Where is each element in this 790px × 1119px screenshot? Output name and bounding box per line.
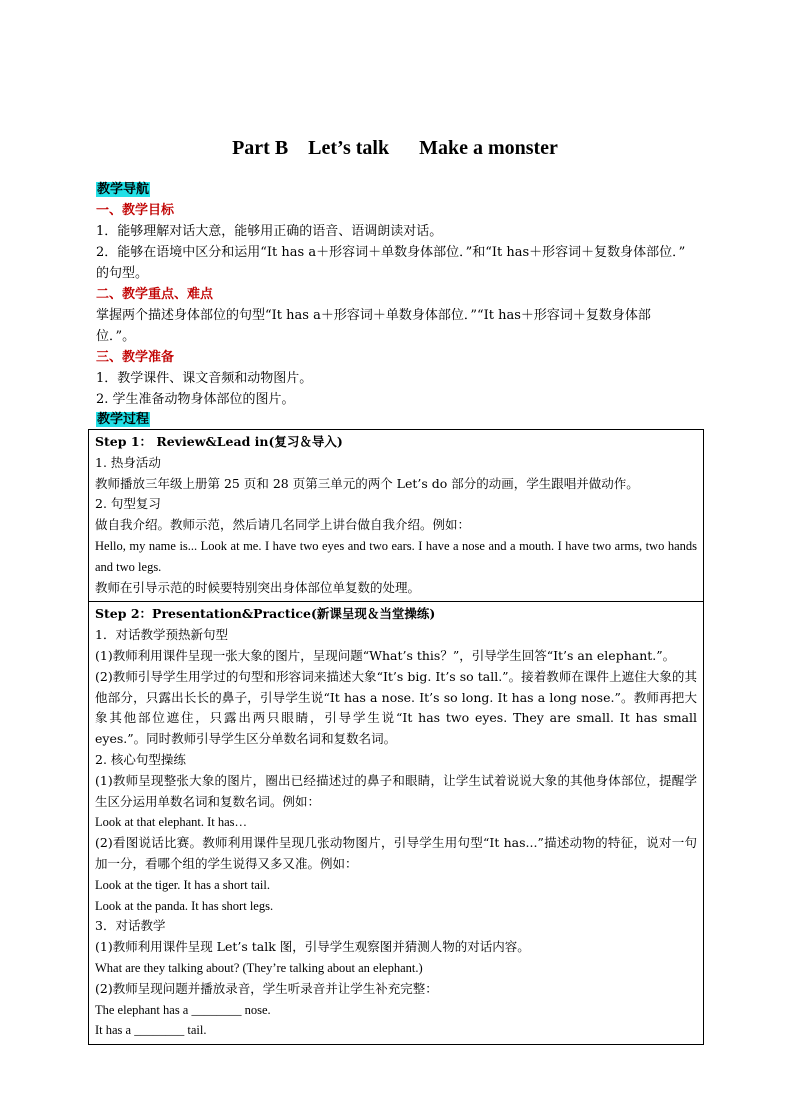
- goals-heading: 一、教学目标: [96, 203, 175, 218]
- goal-2-line-b: 的句型。: [96, 266, 149, 281]
- key-line-b: 位．”。: [96, 329, 136, 344]
- guide-heading-row: [96, 180, 150, 200]
- step-2-line: (2)教师呈现问题并播放录音，学生听录音并让学生补充完整：: [95, 980, 438, 996]
- step-2-line: (1)教师呈现整张大象的图片，圈出已经描述过的鼻子和眼睛，让学生试着说说大象的其他身体部位，提醒学生区分运用单数名词和复数名词。例如：: [95, 772, 697, 809]
- key-heading: 二、教学重点、难点: [96, 287, 214, 302]
- step-1-title: Step 1： Review&Lead in(复习＆导入): [95, 434, 343, 449]
- step-2-line: (1)教师利用课件呈现 Let’s talk 图，引导学生观察图并猜测人物的对话内容。: [95, 939, 530, 955]
- guide-heading: 教学导航: [97, 182, 150, 197]
- step-2-line: 2. 核心句型操练: [95, 751, 186, 767]
- title-part: Part B: [232, 137, 289, 159]
- goal-2-line-a: 2．能够在语境中区分和运用“It has a＋形容词＋单数身体部位．”和“It has＋形容词＋复数身体部位．”: [96, 245, 686, 260]
- step-2-title: Step 2：Presentation&Practice(新课呈现＆当堂操练): [95, 606, 436, 622]
- step-1-cell: [89, 430, 704, 602]
- step-1-line: Hello, my name is... Look at me. I have two eyes and two ears. I have a nose and a mouth. I have two arms, two hands and two legs.: [95, 538, 697, 574]
- title-topic: Make a monster: [419, 137, 558, 159]
- process-heading-row: [96, 410, 150, 430]
- prep-1: 1．教学课件、课文音频和动物图片。: [96, 371, 313, 386]
- step-2-line: Look at the tiger. It has a short tail.: [95, 877, 270, 892]
- step-2-line: Look at that elephant. It has…: [95, 815, 248, 830]
- prep-2: 2. 学生准备动物身体部位的图片。: [96, 392, 295, 407]
- process-heading: 教学过程: [97, 412, 150, 427]
- prep-heading: 三、教学准备: [96, 350, 175, 365]
- step-2-line: (2)教师引导学生用学过的句型和形容词来描述大象“It’s big. It’s so tall.”。接着教师在课件上遮住大象的其他部分，只露出长长的鼻子，引导学生说“It has a nose. It’s so long. It has a long nose.”。教师再把大象其他部位遮住，只露出两只眼睛，引导学生说“It has two eyes. They are small. It has small eyes.”。同时教师引导学生区分单数名词和复数名词。: [95, 668, 697, 747]
- step-1-line: 2. 句型复习: [95, 496, 161, 512]
- step-1-line: 教师播放三年级上册第 25 页和 28 页第三单元的两个 Let’s do 部分的动画，学生跟唱并做动作。: [95, 475, 639, 491]
- step-1-line: 教师在引导示范的时候要特别突出身体部位单复数的处理。: [95, 579, 421, 595]
- key-line-a: 掌握两个描述身体部位的句型“It has a＋形容词＋单数身体部位．”“It has＋形容词＋复数身体部: [96, 308, 651, 323]
- step-2-line: (1)教师利用课件呈现一张大象的图片，呈现问题“What’s this？”，引导学生回答“It’s an elephant.”。: [95, 647, 676, 663]
- step-2-cell: [89, 602, 704, 1045]
- step-2-line: The elephant has a ________ nose.: [95, 1002, 271, 1017]
- title-talk: Let’s talk: [308, 137, 390, 159]
- step-2-row: [89, 602, 704, 1045]
- step-2-line: 3．对话教学: [95, 918, 166, 934]
- step-1-line: 1. 热身活动: [95, 454, 161, 470]
- process-table: [88, 429, 704, 1045]
- document-title: [0, 137, 790, 160]
- goal-1: 1．能够理解对话大意，能够用正确的语音、语调朗读对话。: [96, 224, 443, 239]
- step-2-line: It has a ________ tail.: [95, 1023, 207, 1038]
- step-2-line: What are they talking about? (They’re talking about an elephant.): [95, 960, 423, 975]
- step-1-line: 做自我介绍。教师示范，然后请几名同学上讲台做自我介绍。例如：: [95, 517, 471, 533]
- step-1-row: [89, 430, 704, 602]
- step-2-line: 1．对话教学预热新句型: [95, 627, 228, 643]
- step-2-line: (2)看图说话比赛。教师利用课件呈现几张动物图片，引导学生用句型“It has...”描述动物的特征，说对一句加一分，看哪个组的学生说得又多又准。例如：: [95, 835, 697, 871]
- step-2-line: Look at the panda. It has short legs.: [95, 898, 274, 913]
